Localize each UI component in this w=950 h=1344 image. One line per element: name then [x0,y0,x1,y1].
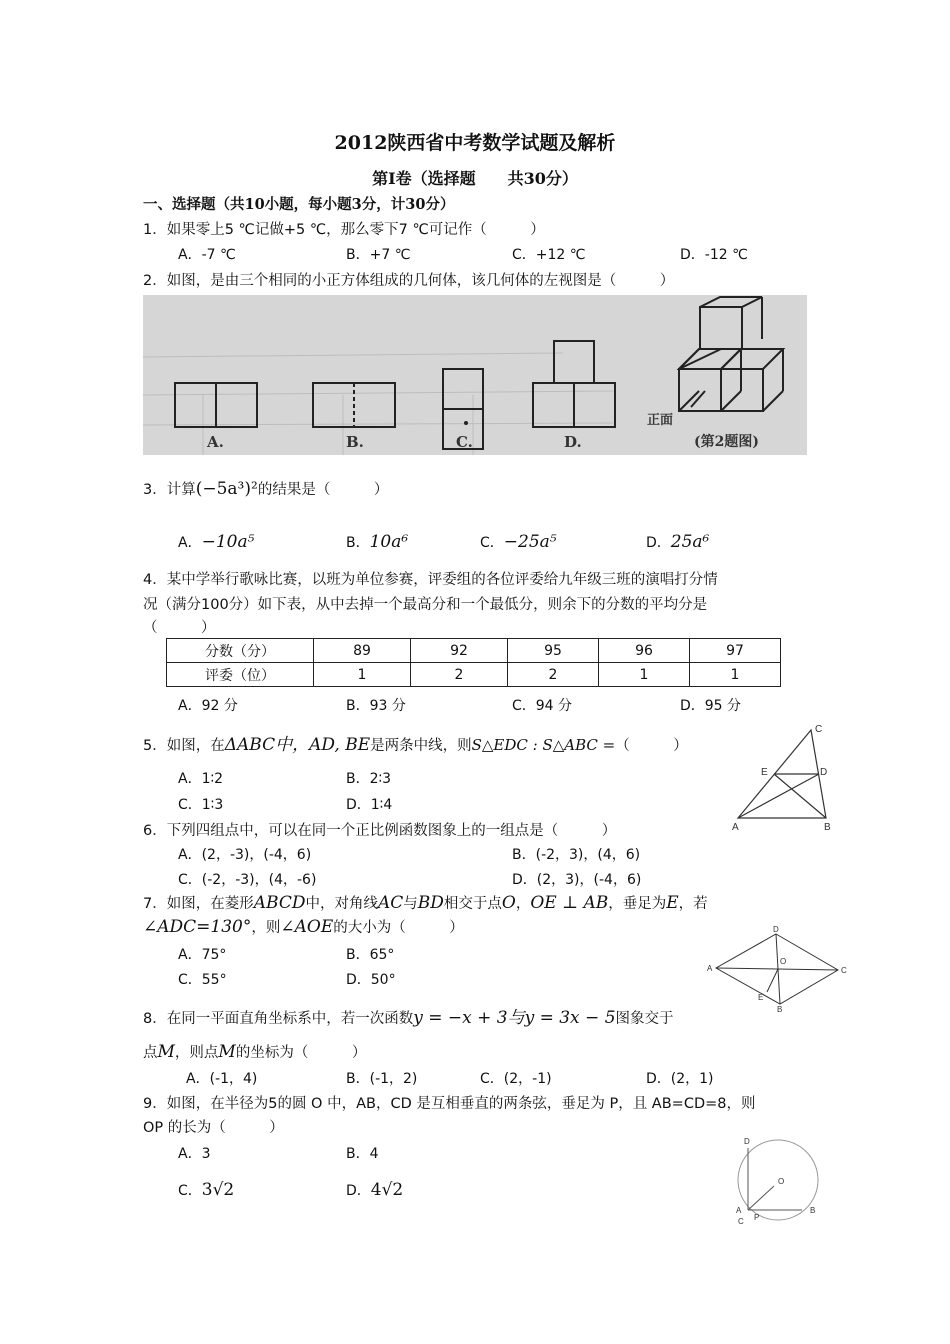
q7-label-d: D [773,925,779,934]
table-cell: 1 [690,663,781,687]
q2-stem: 2．如图，是由三个相同的小正方体组成的几何体，该几何体的左视图是（ ） [143,273,675,289]
q7-bd: BD [417,893,444,913]
q9-label-b: B [810,1206,816,1215]
q5-label-e: E [761,767,768,778]
q7-oe-perp: OE ⊥ AB [530,893,609,913]
q5-option-d: D．1∶4 [346,797,393,813]
q9-line-2: OP 的长为（ ） [143,1120,284,1136]
q5-label-c: C [815,724,823,735]
q7-o: O [501,893,516,913]
table-cell: 92 [411,639,508,663]
q5-option-b: B．2∶3 [346,771,392,787]
q3-option-c [480,532,557,552]
table-cell: 1 [599,663,690,687]
q7-ac: AC [377,893,404,913]
q7-label-a: A [707,964,713,973]
q7-option-a: A．75° [178,947,227,963]
q8-text-1: 8．在同一平面直角坐标系中，若一次函数 [143,1011,414,1027]
q9-option-a-letter: A． [178,1146,202,1162]
q5-label-b: B [824,822,831,833]
q7-option-c: C．55° [178,972,227,988]
q9-option-c-value: 3√2 [201,1180,235,1200]
q9-circle-figure [730,1134,826,1226]
table-row [167,663,781,687]
q5-option-a: A．1∶2 [178,771,224,787]
q6-option-d: D．(2，3)，(-4，6) [512,872,642,888]
q7-text-3: 与 [403,896,418,912]
q1-option-c: C．+12 ℃ [512,247,586,263]
q9-label-c: C [738,1217,744,1226]
q9-option-d-letter: D． [346,1183,371,1199]
q5-label-d: D [820,767,828,778]
q7-option-b: B．65° [346,947,395,963]
q2-label-a: A. [207,433,224,451]
q8-expression: y = −x + 3与y = 3x − 5 [413,1008,616,1028]
paper-subtitle: 第I卷（选择题 共30分） [372,169,578,188]
q8-option-d: D．(2，1) [646,1071,714,1087]
q7-text-4: 相交于点 [443,896,502,912]
q1-option-d: D．-12 ℃ [680,247,748,263]
q2-label-d: D. [564,433,582,451]
q5-expression-2: S△EDC : S△ABC = [471,736,616,754]
q3-stem-suffix: 的结果是（ ） [257,482,389,498]
q4-option-b: B．93 分 [346,698,406,714]
q5-expression-1: ΔABC中，AD, BE [224,735,371,755]
q9-option-b [346,1143,379,1163]
q4-option-d: D．95 分 [680,698,742,714]
q6-option-b: B．(-2，3)，(4，6) [512,847,641,863]
q7-angle-aoe: ∠AOE [280,917,334,937]
q7-line-1 [143,892,708,913]
table-cell: 分数（分） [167,639,314,663]
q9-option-b-value: 4 [369,1146,379,1162]
q3-stem [143,478,388,499]
q2-figure-caption: (第2题图) [694,434,759,450]
q5-stem-prefix: 5．如图，在 [143,738,225,754]
q7-option-d: D．50° [346,972,396,988]
q5-stem-mid: 是两条中线，则 [370,738,472,754]
q3-expression: (−5a³)² [195,479,258,499]
q7-label-o: O [780,957,787,966]
q9-option-b-letter: B． [346,1146,370,1162]
q3-option-a-value: −10a⁵ [201,532,255,552]
q4-score-table [166,638,781,687]
q8-option-b: B．(-1，2) [346,1071,418,1087]
q7-text-1: 7．如图，在菱形 [143,896,254,912]
table-cell: 2 [411,663,508,687]
q3-option-a [178,532,254,552]
q7-rhombus-figure [700,922,850,1012]
q9-label-a: A [736,1206,742,1215]
q7-text-6: ，若 [678,896,708,912]
q9-option-d [346,1180,403,1200]
q3-stem-prefix: 3．计算 [143,482,196,498]
q8-option-c: C．(2，-1) [480,1071,552,1087]
q2-label-c: C. [456,433,473,451]
q5-option-c: C．1∶3 [178,797,224,813]
q4-line-3: （ ） [143,620,216,636]
table-cell: 97 [690,639,781,663]
table-cell: 89 [314,639,411,663]
table-cell: 评委（位） [167,663,314,687]
q3-option-d-letter: D． [646,535,671,551]
q7-e: E [666,893,679,913]
table-cell: 1 [314,663,411,687]
section-heading: 一、选择题（共10小题，每小题3分，计30分） [143,196,455,213]
q8-text-4: ，则点 [174,1045,219,1061]
q1-stem: 1．如果零上5 ℃记做+5 ℃，那么零下7 ℃可记作（ ） [143,222,545,238]
q4-option-c: C．94 分 [512,698,573,714]
q3-option-d-value: 25a⁶ [670,532,710,552]
q3-option-b-value: 10a⁶ [369,532,409,552]
q5-triangle-figure [730,722,840,834]
q7-text-7: ，则 [251,920,281,936]
q7-text-5: ，垂足为 [608,896,667,912]
q8-text-3: 点 [143,1045,158,1061]
q2-label-front: 正面 [647,413,674,428]
q8-m-2: M [218,1042,236,1062]
q2-label-b: B. [346,433,364,451]
q2-figure-photo [143,295,807,455]
q7-line-2 [143,916,464,937]
q8-text-2: 图象交于 [615,1011,674,1027]
q2-option-c-dot [464,421,468,425]
q6-option-c: C．(-2，-3)，(4，-6) [178,872,317,888]
q7-angle-adc: ∠ADC=130° [143,917,252,937]
table-cell: 96 [599,639,690,663]
q6-option-a: A．(2，-3)，(-4，6) [178,847,312,863]
q7-label-e: E [758,993,764,1002]
page-title: 2012陕西省中考数学试题及解析 [334,132,616,154]
q4-line-1: 4．某中学举行歌咏比赛，以班为单位参赛，评委组的各位评委给九年级三班的演唱打分情 [143,572,718,588]
q3-option-c-value: −25a⁵ [503,532,557,552]
q9-label-p: P [754,1213,760,1222]
q8-line-1 [143,1003,674,1028]
q9-option-a-value: 3 [201,1146,211,1162]
q9-option-c [178,1180,234,1200]
table-cell: 95 [508,639,599,663]
q4-option-a: A．92 分 [178,698,238,714]
q3-option-c-letter: C． [480,535,504,551]
q7-text-8: 的大小为（ ） [333,920,464,936]
q1-option-a: A．-7 ℃ [178,247,236,263]
q7-sep: ， [515,896,531,912]
q3-option-d [646,532,709,552]
q3-option-a-letter: A． [178,535,202,551]
q8-m: M [157,1042,175,1062]
table-row [167,639,781,663]
q9-label-d: D [744,1137,750,1146]
q9-option-a [178,1143,211,1163]
q3-option-b-letter: B． [346,535,370,551]
q7-label-b: B [777,1005,783,1012]
q6-stem: 6．下列四组点中，可以在同一个正比例函数图象上的一组点是（ ） [143,823,617,839]
q5-stem [143,730,688,755]
q4-line-2: 况（满分100分）如下表，从中去掉一个最高分和一个最低分，则余下的分数的平均分是 [143,597,708,613]
q7-label-c: C [841,966,847,975]
q9-option-c-letter: C． [178,1183,202,1199]
q9-line-1: 9．如图，在半径为5的圆 O 中，AB，CD 是互相垂直的两条弦，垂足为 P，且 AB=CD=8，则 [143,1096,756,1112]
q5-stem-suffix: （ ） [615,738,688,754]
q1-option-b: B．+7 ℃ [346,247,411,263]
q9-label-o: O [778,1177,785,1186]
q9-option-d-value: 4√2 [370,1180,404,1200]
q7-text-2: 中，对角线 [305,896,378,912]
q3-option-b [346,532,408,552]
q8-text-5: 的坐标为（ ） [235,1045,367,1061]
q8-option-a: A．(-1，4) [186,1071,258,1087]
table-cell: 2 [508,663,599,687]
q5-label-a: A [732,822,739,833]
q7-abcd: ABCD [253,893,306,913]
q8-line-2 [143,1041,366,1062]
